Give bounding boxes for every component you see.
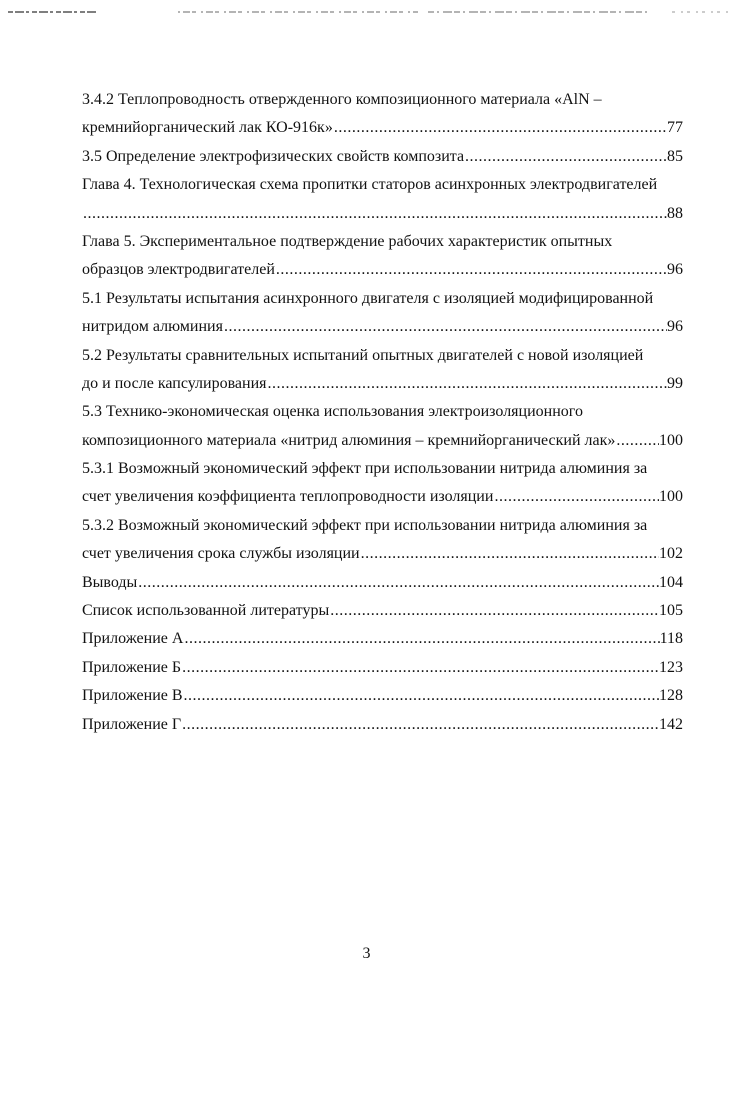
dot-leader — [183, 682, 659, 710]
toc-entry-page: 142 — [659, 715, 683, 733]
toc-entry-title: до и после капсулирования — [82, 374, 267, 392]
toc-entry-leader-line — [82, 313, 683, 341]
toc-entry-page: 123 — [659, 658, 683, 676]
dot-leader — [223, 313, 667, 341]
toc-entry-text-line: 5.2 Результаты сравнительных испытаний опытных двигателей с новой изоляцией — [82, 346, 644, 364]
dot-leader — [333, 114, 667, 142]
toc-entry-title: Выводы — [82, 573, 138, 591]
toc-entry[interactable] — [82, 398, 683, 455]
toc-entry-page: 128 — [659, 687, 683, 705]
toc-entry-leader-line — [82, 143, 683, 171]
dot-leader — [137, 569, 659, 597]
toc-entry-title: образцов электродвигателей — [82, 261, 275, 279]
toc-entry-leader-line — [82, 256, 683, 284]
dot-leader — [615, 427, 659, 455]
toc-entry-leader-line — [82, 625, 683, 653]
toc-entry-text-line: 5.3.1 Возможный экономический эффект при использовании нитрида алюминия за — [82, 460, 648, 478]
toc-entry-title: кремнийорганический лак КО-916к» — [82, 119, 333, 137]
toc-entry-title: 3.5 Определение электрофизических свойств композита — [82, 147, 465, 165]
toc-entry-page: 96 — [667, 261, 683, 279]
toc-entry-page: 118 — [659, 630, 683, 648]
toc-entry-leader-line — [82, 597, 683, 625]
toc-entry[interactable] — [82, 342, 683, 399]
dot-leader — [464, 143, 667, 171]
dot-leader — [360, 540, 659, 568]
toc-entry[interactable] — [82, 682, 683, 710]
dot-leader — [181, 654, 659, 682]
toc-entry-leader-line — [82, 569, 683, 597]
toc-entry-page: 88 — [667, 204, 683, 222]
toc-entry-page: 100 — [659, 431, 683, 449]
toc-entry-title: Приложение Г — [82, 715, 182, 733]
toc-entry-title: Приложение Б — [82, 658, 182, 676]
toc-entry-leader-line — [82, 711, 683, 739]
toc-entry[interactable] — [82, 86, 683, 143]
toc-entry[interactable] — [82, 455, 683, 512]
toc-entry-leader-line — [82, 200, 683, 228]
toc-entry-text-line: 5.3.2 Возможный экономический эффект при использовании нитрида алюминия за — [82, 516, 648, 534]
dot-leader — [275, 256, 667, 284]
dot-leader — [493, 483, 659, 511]
toc-entry[interactable] — [82, 171, 683, 228]
page-number: 3 — [362, 945, 371, 962]
toc-entry[interactable] — [82, 143, 683, 171]
dot-leader — [181, 711, 659, 739]
toc-entry-title: нитридом алюминия — [82, 318, 223, 336]
toc-entry-page: 100 — [659, 488, 683, 506]
toc-entry[interactable] — [82, 625, 683, 653]
toc-entry-page: 96 — [667, 318, 683, 336]
toc-entry-title: счет увеличения коэффициента теплопроводности изоляции — [82, 488, 494, 506]
toc-entry-title: Приложение В — [82, 687, 183, 705]
toc-entry-text-line: 5.1 Результаты испытания асинхронного двигателя с изоляцией модифицированной — [82, 289, 654, 307]
toc-entry-text-line: Глава 4. Технологическая схема пропитки статоров асинхронных электродвигателей — [82, 176, 658, 194]
toc-entry-text-line: Глава 5. Экспериментальное подтверждение рабочих характеристик опытных — [82, 232, 613, 250]
toc-entry[interactable] — [82, 711, 683, 739]
dot-leader — [329, 597, 659, 625]
toc-entry-title: Список использованной литературы — [82, 602, 330, 620]
toc-entry[interactable] — [82, 512, 683, 569]
toc-entry-leader-line — [82, 483, 683, 511]
table-of-contents — [82, 86, 683, 739]
toc-entry-page: 77 — [667, 119, 683, 137]
toc-entry-text-line: 5.3 Технико-экономическая оценка использования электроизоляционного — [82, 403, 583, 421]
toc-entry[interactable] — [82, 569, 683, 597]
toc-entry-title: Приложение А — [82, 630, 184, 648]
toc-entry-leader-line — [82, 427, 683, 455]
toc-entry[interactable] — [82, 654, 683, 682]
toc-entry-leader-line — [82, 654, 683, 682]
dot-leader — [267, 370, 668, 398]
toc-entry-text-line: 3.4.2 Теплопроводность отвержденного композиционного материала «AlN – — [82, 91, 602, 108]
toc-entry-leader-line — [82, 682, 683, 710]
dot-leader — [82, 200, 667, 228]
toc-entry-page: 85 — [667, 147, 683, 165]
toc-entry[interactable] — [82, 285, 683, 342]
toc-entry[interactable] — [82, 597, 683, 625]
toc-entry[interactable] — [82, 228, 683, 285]
toc-entry-page: 105 — [659, 602, 683, 620]
toc-entry-title: счет увеличения срока службы изоляции — [82, 545, 360, 563]
toc-entry-leader-line — [82, 540, 683, 568]
toc-entry-title: композиционного материала «нитрид алюминия – кремнийорганический лак» — [82, 431, 616, 449]
toc-entry-page: 99 — [667, 374, 683, 392]
scan-header-artifact — [0, 6, 733, 16]
toc-entry-page: 104 — [659, 573, 683, 591]
toc-entry-page: 102 — [659, 545, 683, 563]
dot-leader — [183, 625, 659, 653]
toc-entry-leader-line — [82, 370, 683, 398]
toc-entry-leader-line — [82, 114, 683, 142]
